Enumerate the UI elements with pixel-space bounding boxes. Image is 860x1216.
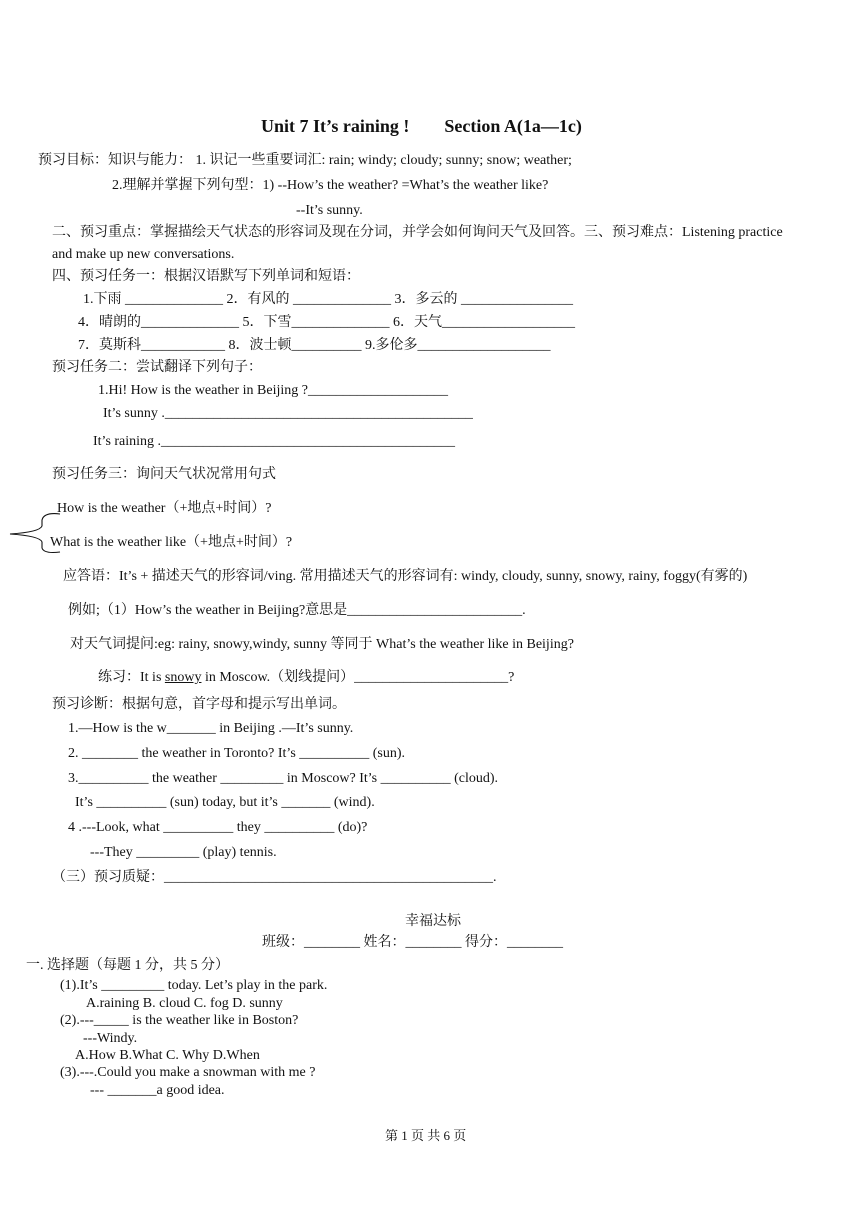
test-section-heading: 一. 选择题（每题 1 分，共 5 分）: [26, 958, 229, 973]
goals-line-3: --It’s sunny.: [296, 203, 363, 218]
task3-answer: 应答语：It’s + 描述天气的形容词/ving. 常用描述天气的形容词有: windy, cloudy, sunny, snowy, rainy, foggy(有雾的): [63, 569, 748, 584]
task2-q3: It’s raining .__________________________________________: [93, 434, 456, 449]
focus-line-2: and make up new conversations.: [52, 247, 235, 262]
diagnosis-line-3: 3.__________ the weather _________ in Moscow? It’s __________ (cloud).: [68, 771, 499, 786]
task1-row-1: 1.下雨 ______________ 2．有风的 ______________ 3．多云的 ________________: [83, 292, 573, 307]
diagnosis-heading: 预习诊断：根据句意，首字母和提示写出单词。: [52, 697, 346, 712]
task3-pattern-1: How is the weather（+地点+时间）?: [57, 501, 272, 516]
practice-underlined-word: snowy: [164, 670, 202, 685]
task3-heading: 预习任务三：询问天气状况常用句式: [52, 467, 276, 482]
task1-heading: 四、预习任务一：根据汉语默写下列单词和短语：: [52, 269, 360, 284]
goals-line-1: 预习目标：知识与能力： 1. 识记一些重要词汇: rain; windy; cloudy; sunny; snow; weather;: [38, 153, 572, 168]
test-heading: 幸福达标: [405, 914, 461, 929]
diagnosis-line-6: ---They _________ (play) tennis.: [90, 845, 277, 860]
task3-ask: 对天气词提问:eg: rainy, snowy,windy, sunny 等同于 What’s the weather like in Beijing?: [70, 637, 574, 652]
task2-q2: It’s sunny .____________________________________________: [103, 406, 473, 421]
focus-line-1: 二、预习重点：掌握描绘天气状态的形容词及现在分词，并学会如何询问天气及回答。三、预习难点：Listening practice: [52, 225, 783, 240]
diagnosis-line-2: 2. ________ the weather in Toronto? It’s __________ (sun).: [68, 746, 406, 761]
task2-heading: 预习任务二：尝试翻译下列句子：: [52, 360, 262, 375]
unit-title: Unit 7 It’s raining !: [261, 116, 410, 136]
test-q1-options: A.raining B. cloud C. fog D. sunny: [86, 996, 283, 1011]
test-q3-answer: --- _______a good idea.: [90, 1083, 225, 1098]
doubt-line: （三）预习质疑：_______________________________________________.: [52, 870, 497, 885]
task1-row-3: 7．莫斯科____________ 8．波士顿__________ 9.多伦多___________________: [78, 338, 551, 353]
diagnosis-line-5: 4 .---Look, what __________ they __________ (do)?: [68, 820, 368, 835]
test-q3: (3).---.Could you make a snowman with me ?: [60, 1065, 316, 1080]
diagnosis-line-1: 1.—How is the w_______ in Beijing .—It’s sunny.: [68, 721, 354, 736]
task2-q1: 1.Hi! How is the weather in Beijing ?____________________: [98, 383, 448, 398]
task3-pattern-2: What is the weather like（+地点+时间）?: [50, 535, 293, 550]
practice-prefix: 练习：It is: [98, 670, 165, 685]
section-title: Section A(1a—1c): [444, 116, 582, 136]
task1-row-2: 4．晴朗的______________ 5．下雪______________ 6．天气___________________: [78, 315, 575, 330]
test-q2-options: A.How B.What C. Why D.When: [75, 1048, 260, 1063]
test-fields: 班级：________ 姓名：________ 得分：________: [262, 935, 563, 950]
task3-practice: [98, 669, 514, 687]
page-footer: 第 1 页 共 6 页: [385, 1128, 467, 1143]
test-q1: (1).It’s _________ today. Let’s play in the park.: [60, 978, 328, 993]
page-title: [261, 117, 582, 135]
diagnosis-line-4: It’s __________ (sun) today, but it’s _______ (wind).: [75, 795, 375, 810]
test-q2: (2).---_____ is the weather like in Boston?: [60, 1013, 299, 1028]
test-q2-answer: ---Windy.: [83, 1031, 138, 1046]
practice-suffix: in Moscow.（划线提问）______________________?: [201, 670, 515, 685]
goals-line-2: 2.理解并掌握下列句型：1) --How’s the weather? =What’s the weather like?: [112, 178, 549, 193]
task3-example: 例如;（1）How’s the weather in Beijing?意思是_________________________.: [68, 603, 526, 618]
